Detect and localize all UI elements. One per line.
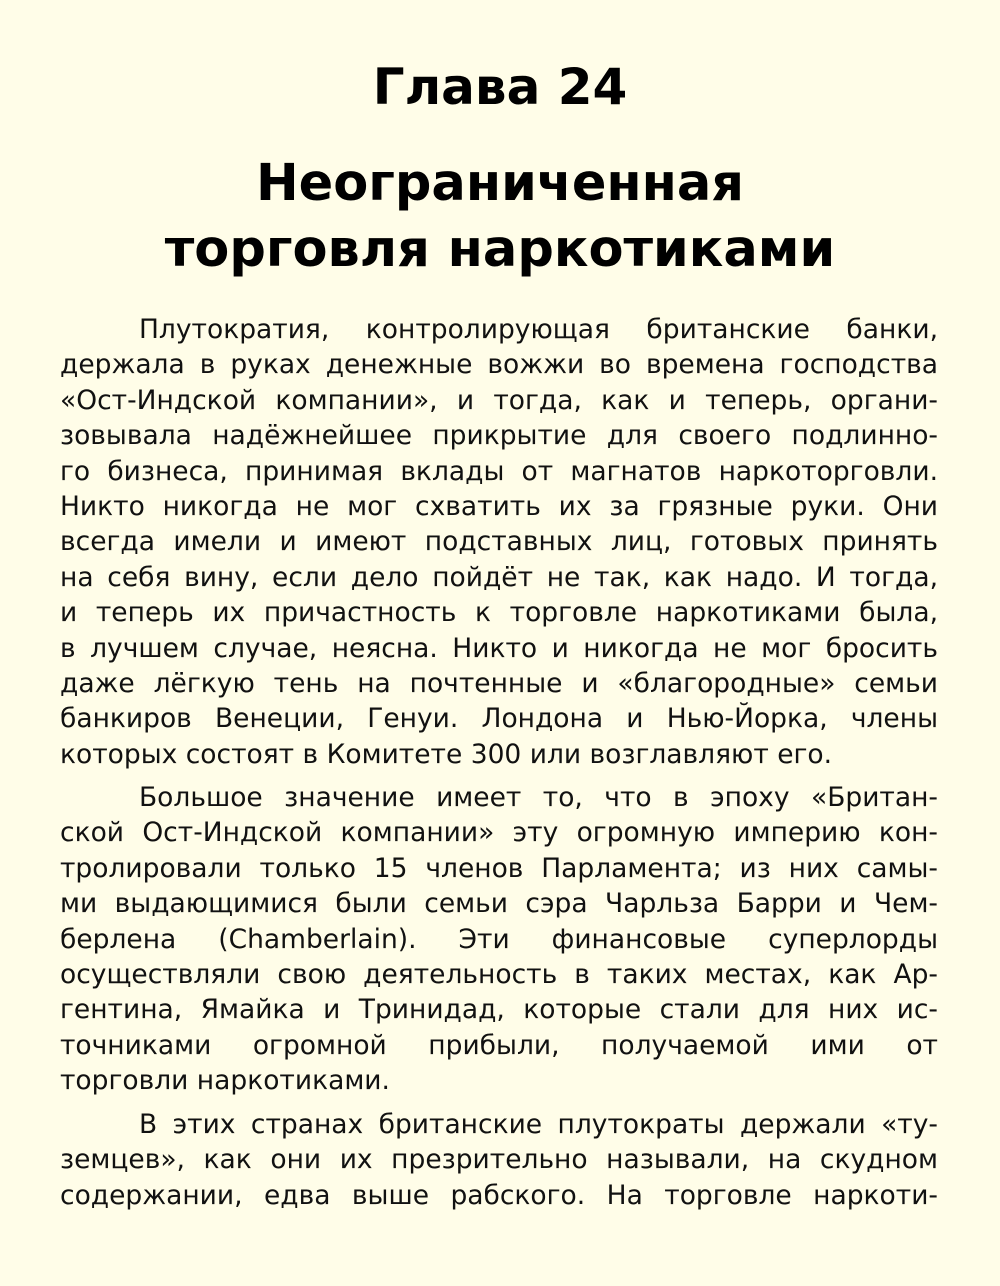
text-line: в лучшем случае, неясна. Никто и никогда не мог бросить — [60, 632, 938, 664]
text-line: держала в руках денежные вожжи во времена господства — [60, 349, 938, 381]
text-line: банкиров Венеции, Генуи. Лондона и Нью-Йорка, члены — [60, 703, 938, 735]
text-line: ской Ост-Индской компании» эту огромную империю кон- — [60, 817, 938, 849]
text-line: берлена (Chamberlain). Эти финансовые суперлорды — [60, 923, 938, 955]
text-line: осуществляли свою деятельность в таких местах, как Ар- — [60, 958, 938, 990]
chapter-number: Глава 24 — [372, 58, 628, 116]
text-line: зовывала надёжнейшее прикрытие для своего подлинно- — [60, 420, 938, 452]
text-line: тролировали только 15 членов Парламента; из них самы- — [60, 852, 938, 884]
text-line: гентина, Ямайка и Тринидад, которые стали для них ис- — [60, 994, 938, 1026]
text-line: точниками огромной прибыли, получаемой ими от — [60, 1029, 938, 1061]
text-line: которых состоят в Комитете 300 или возглавляют его. — [60, 738, 833, 770]
text-line: и теперь их причастность к торговле наркотиками была, — [60, 597, 938, 629]
paragraph-2 — [60, 780, 938, 1099]
text-line: Никто никогда не мог схватить их за грязные руки. Они — [60, 490, 938, 522]
text-line: Большое значение имеет то, что в эпоху «Британ- — [139, 782, 938, 813]
paragraph-1 — [60, 312, 938, 772]
text-line: земцев», как они их презрительно называли, на скудном — [60, 1144, 938, 1176]
text-line: Плутократия, контролирующая британские банки, — [139, 314, 938, 345]
text-line: ми выдающимися были семьи сэра Чарльза Барри и Чем- — [60, 888, 938, 920]
paragraph-3 — [60, 1107, 938, 1213]
chapter-title — [0, 151, 1000, 283]
text-line: всегда имели и имеют подставных лиц, готовых принять — [60, 526, 938, 558]
chapter-title-line: торговля наркотиками — [164, 220, 836, 279]
text-line: «Ост-Индской компании», и тогда, как и теперь, органи- — [60, 384, 938, 416]
text-line: на себя вину, если дело пойдёт не так, как надо. И тогда, — [60, 561, 938, 593]
text-line: го бизнеса, принимая вклады от магнатов наркоторговли. — [60, 455, 938, 487]
text-line: В этих странах британские плутократы держали «ту- — [139, 1109, 938, 1140]
chapter-title-line: Неограниченная — [255, 154, 745, 213]
text-line: даже лёгкую тень на почтенные и «благородные» семьи — [60, 667, 938, 699]
text-line: торговли наркотиками. — [60, 1065, 390, 1097]
text-line: содержании, едва выше рабского. На торговле наркоти- — [60, 1179, 938, 1211]
